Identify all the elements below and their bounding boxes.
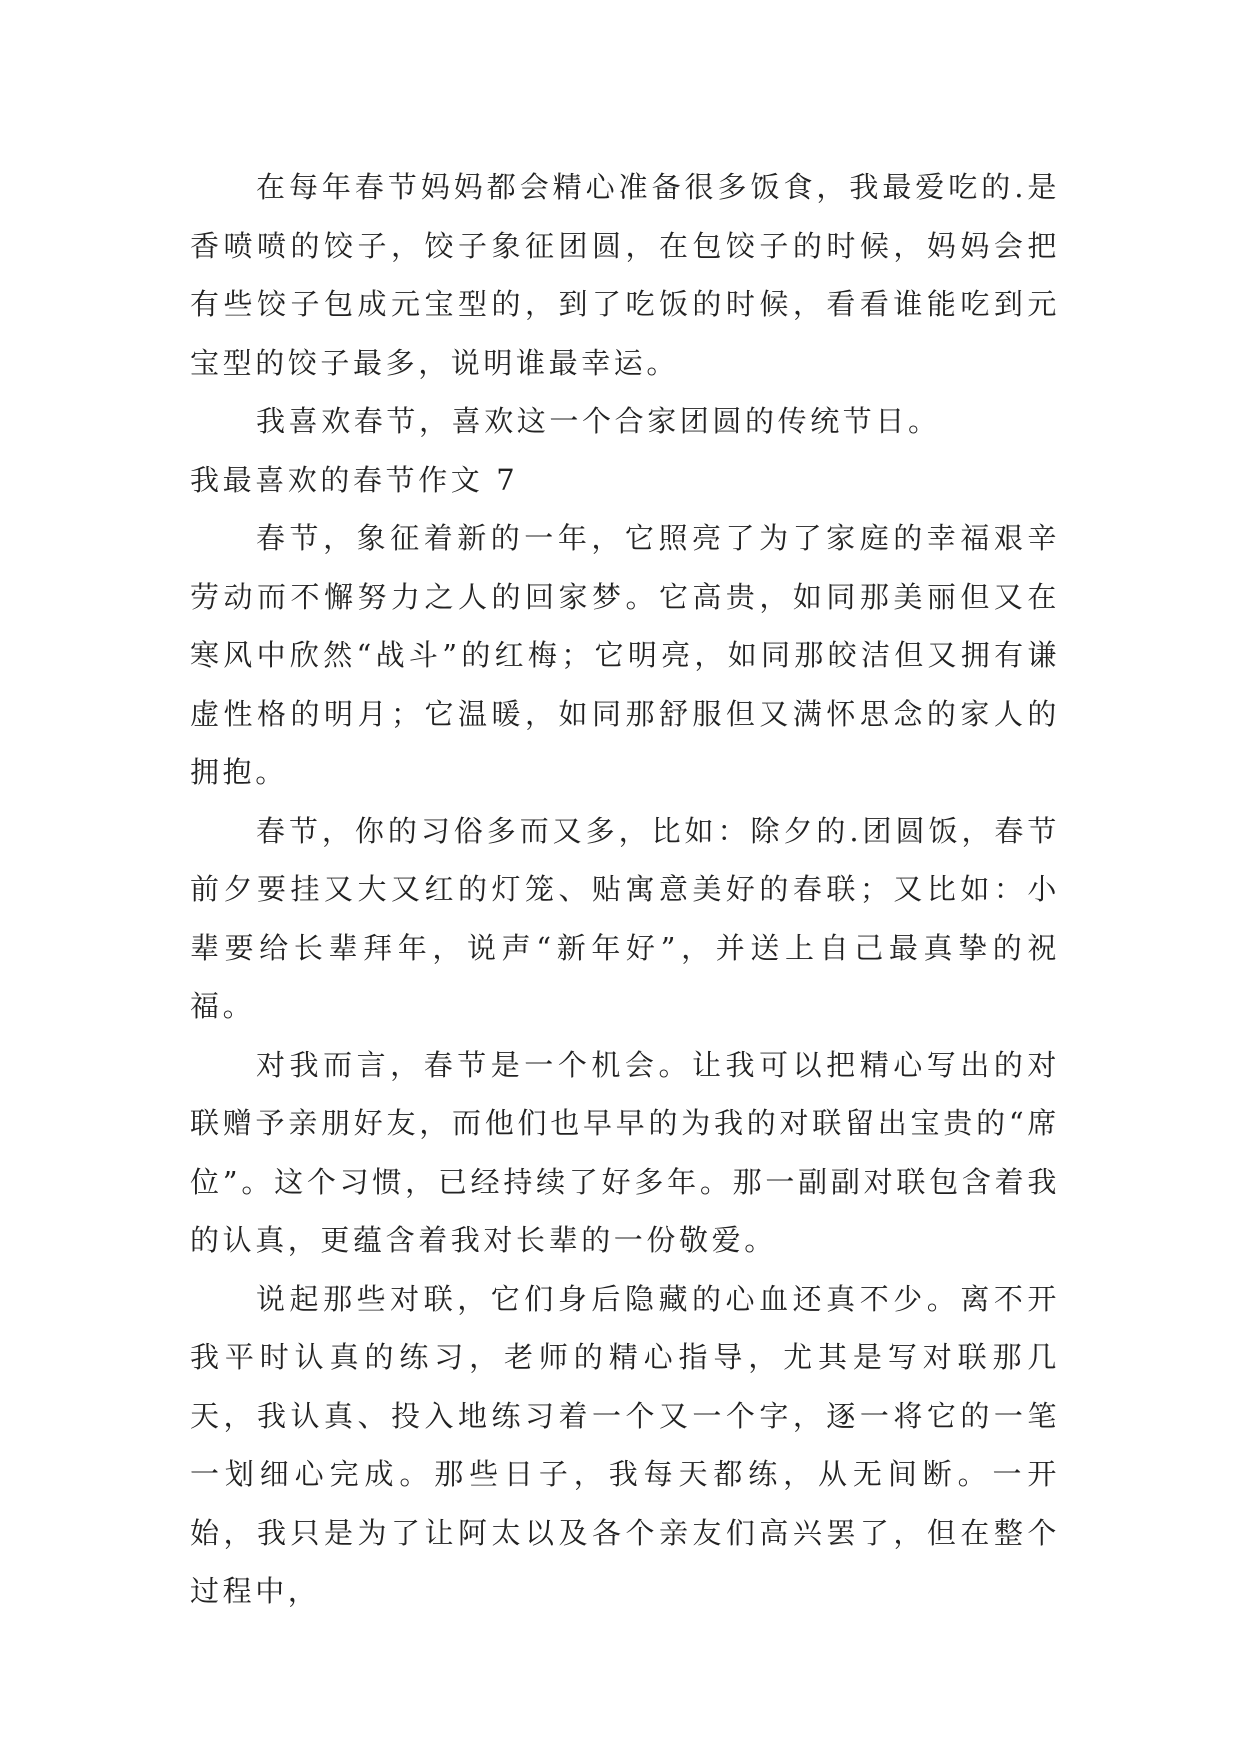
paragraph-customs: 春节，你的习俗多而又多，比如：除夕的.团圆饭，春节前夕要挂又大又红的灯笼、贴寓意美好的春联；又比如：小辈要给长辈拜年，说声“新年好”，并送上自己最真挚的祝福。 bbox=[190, 813, 1060, 1023]
paragraph-love-spring-festival: 我喜欢春节，喜欢这一个合家团圆的传统节日。 bbox=[256, 404, 941, 438]
paragraph-couplets-effort: 说起那些对联，它们身后隐藏的心血还真不少。离不开我平时认真的练习，老师的精心指导，尤其是写对联那几天，我认真、投入地练习着一个又一个字，逐一将它的一笔一划细心完成。那些日子，我每天都练，从无间断。一开始，我只是为了让阿太以及各个亲友们高兴罢了，但在整个过程中， bbox=[190, 1281, 1060, 1608]
document-body bbox=[190, 158, 1060, 1621]
paragraph-dumplings: 在每年春节妈妈都会精心准备很多饭食，我最爱吃的.是香喷喷的饺子，饺子象征团圆，在包饺子的时候，妈妈会把有些饺子包成元宝型的，到了吃饭的时候，看看谁能吃到元宝型的饺子最多，说明谁最幸运。 bbox=[190, 170, 1060, 380]
paragraph-symbol-new-year: 春节，象征着新的一年，它照亮了为了家庭的幸福艰辛劳动而不懈努力之人的回家梦。它高贵，如同那美丽但又在寒风中欣然“战斗”的红梅；它明亮，如同那皎洁但又拥有谦虚性格的明月；它温暖，如同那舒服但又满怀思念的家人的拥抱。 bbox=[190, 521, 1060, 789]
paragraph-couplets-opportunity: 对我而言，春节是一个机会。让我可以把精心写出的对联赠予亲朋好友，而他们也早早的为我的对联留出宝贵的“席位”。这个习惯，已经持续了好多年。那一副副对联包含着我的认真，更蕴含着我对长辈的一份敬爱。 bbox=[190, 1047, 1060, 1257]
essay-title: 我最喜欢的春节作文 7 bbox=[190, 462, 519, 497]
